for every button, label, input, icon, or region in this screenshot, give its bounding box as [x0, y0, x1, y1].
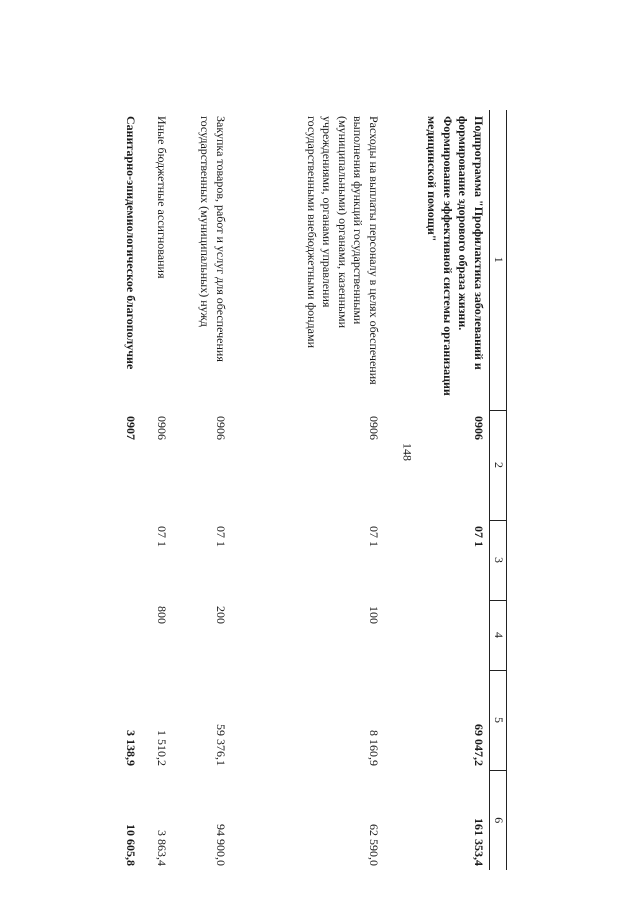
page-number: 148: [400, 443, 415, 461]
row-code: 0906: [155, 416, 169, 440]
row-name: Подпрограмма "Профилактика заболеваний и формирование здорового образа жизни. Формирование эффективной системы организации медицинской помощи": [425, 116, 486, 396]
row-value5: 3 138,9: [124, 730, 138, 766]
row-kind: [384, 600, 490, 670]
budget-table-sheet: [124, 110, 507, 870]
row-name: Расходы на выплаты персоналу в целях обеспечения выполнения функций государственными (муниципальными) органами, казенными учреждениями, органами управления государственными внебюджетными фондами: [304, 116, 381, 385]
row-value6: 10 605,8: [124, 824, 138, 866]
row-kind: 100: [367, 606, 381, 624]
header-cell: 5: [490, 670, 507, 770]
row-value5: 69 047,2: [472, 724, 486, 766]
row-program: 07 1: [367, 526, 381, 547]
row-code: 0906: [472, 416, 486, 440]
row-name: Иные бюджетные ассигнования: [155, 116, 169, 279]
budget-table: [104, 110, 507, 870]
row-value6: 62 590,0: [367, 824, 381, 866]
row-value6: 3 863,4: [155, 830, 169, 866]
header-row: [490, 110, 507, 870]
row-code: 0907: [124, 416, 138, 440]
row-program: 07 1: [214, 526, 228, 547]
header-cell: 2: [490, 410, 507, 520]
header-cell: 4: [490, 600, 507, 670]
row-name: Закупка товаров, работ и услуг для обеспечения государственных (муниципальных) нужд: [198, 116, 228, 362]
header-cell: 1: [490, 110, 507, 410]
row-kind: 800: [155, 606, 169, 624]
table-row: [141, 110, 172, 870]
header-cell: 3: [490, 520, 507, 600]
row-kind: [104, 600, 141, 670]
row-kind: 200: [214, 606, 228, 624]
row-value5: 8 160,9: [367, 730, 381, 766]
row-name: Санитарно-эпидемиологическое благополучие: [124, 116, 138, 370]
row-code: 0906: [214, 416, 228, 440]
row-code: 0906: [367, 416, 381, 440]
table-row: [384, 110, 490, 870]
table-row: [104, 110, 141, 870]
table-row: [172, 110, 231, 870]
row-value6: 94 900,0: [214, 824, 228, 866]
row-program: 07 1: [472, 526, 486, 547]
table-row: [231, 110, 384, 870]
row-value6: 161 353,4: [472, 818, 486, 866]
row-program: 07 1: [155, 526, 169, 547]
row-value5: 59 376,1: [214, 724, 228, 766]
row-value5: 1 510,2: [155, 730, 169, 766]
row-program: [104, 520, 141, 600]
header-cell: 6: [490, 770, 507, 870]
